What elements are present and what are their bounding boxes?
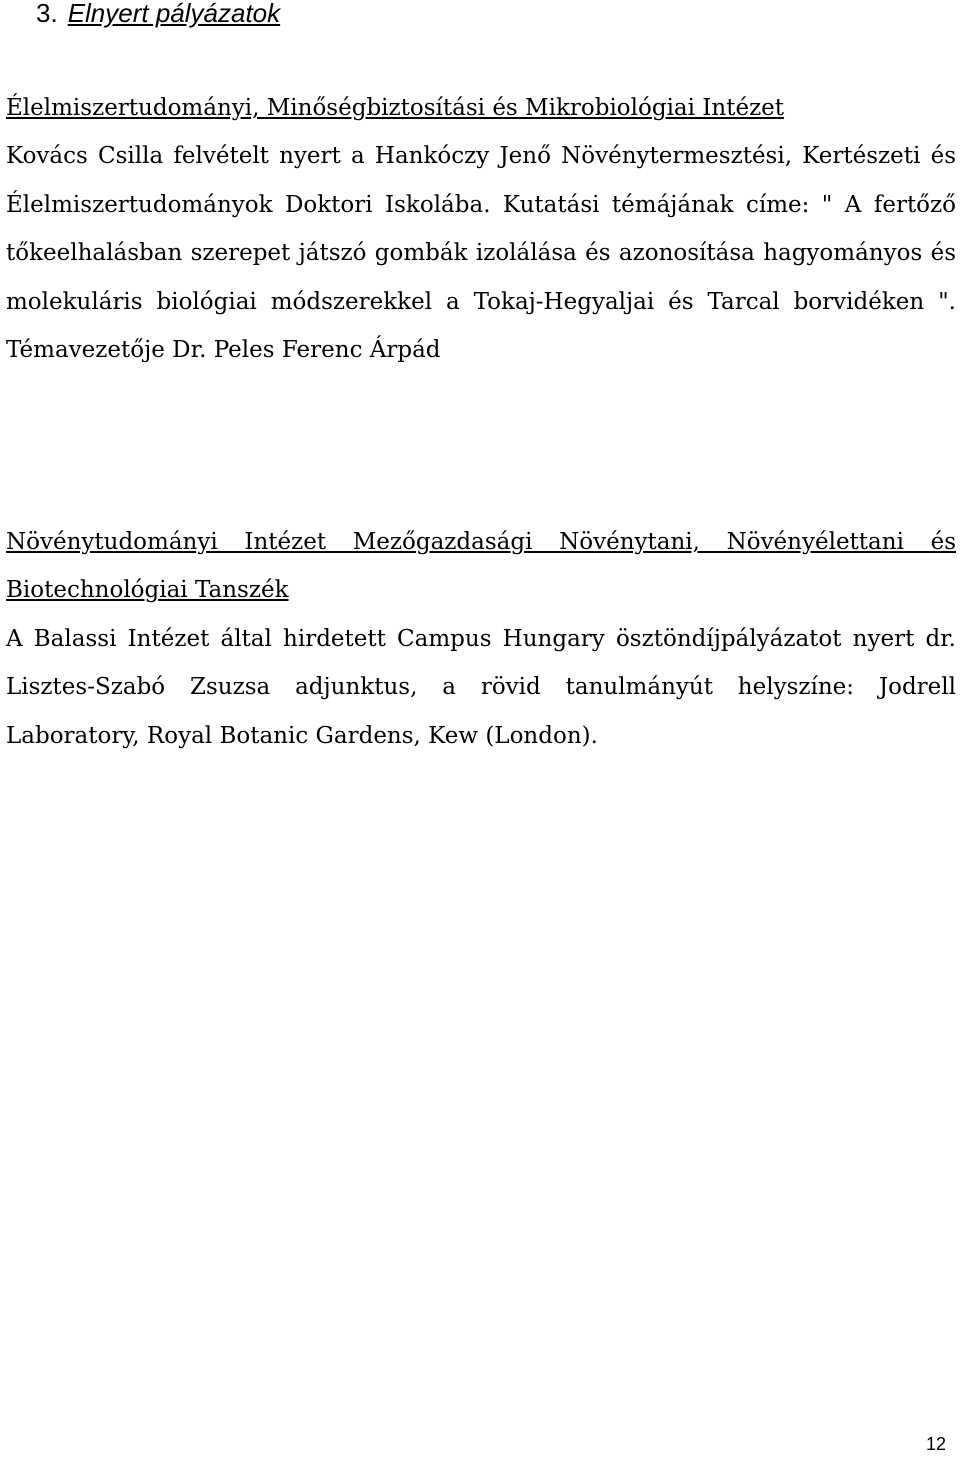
section-heading bbox=[36, 0, 280, 32]
page-number: 12 bbox=[925, 1434, 946, 1454]
section-title: Elnyert pályázatok bbox=[67, 0, 281, 28]
entry-body: Kovács Csilla felvételt nyert a Hankóczy Jenő Növénytermesztési, Kertészeti és Élelmiszertudományok Doktori Iskolába. Kutatási témájának címe: " A fertőző tőkeelhalásban szerepet játszó gombák izolálása és azonosítása hagyományos és molekuláris biológiai módszerekkel a Tokaj-Hegyaljai és Tarcal borvidéken ". Témavezetője Dr. Peles Ferenc Árpád bbox=[6, 143, 956, 364]
entry-food-science bbox=[6, 84, 956, 374]
section-number: 3. bbox=[36, 0, 58, 28]
entry-heading: Élelmiszertudományi, Minőségbiztosítási és Mikrobiológiai Intézet bbox=[6, 95, 785, 121]
entry-body: A Balassi Intézet által hirdetett Campus Hungary ösztöndíjpályázatot nyert dr. Lisztes-Szabó Zsuzsa adjunktus, a rövid tanulmányút helyszíne: Jodrell Laboratory, Royal Botanic Gardens, Kew (London). bbox=[6, 625, 956, 749]
entry-heading: Növénytudományi Intézet Mezőgazdasági Növénytani, Növényélettani és Biotechnológiai Tanszék bbox=[6, 529, 956, 604]
entry-plant-science bbox=[6, 518, 956, 760]
